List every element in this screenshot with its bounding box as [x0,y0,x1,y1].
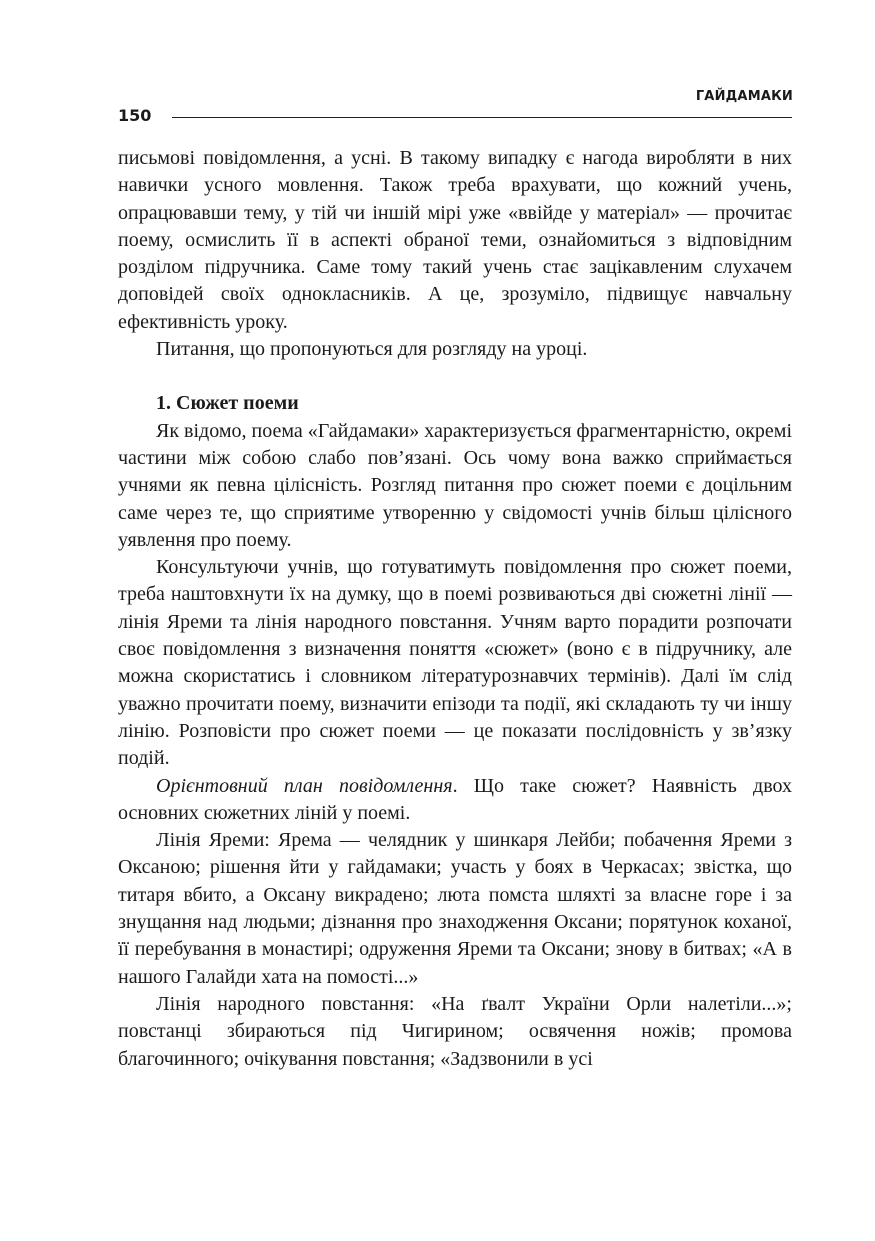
paragraph-questions-intro: Питання, що пропонуються для розгляду на уроці. [156,338,588,361]
plan-text: . Що таке сюжет? Наявність двох основних сюжетних ліній у поемі. [118,774,793,824]
page-number: 150 [118,106,152,125]
paragraph-fragmentarity: Як відомо, поема «Гайдамаки» характеризується фрагментарністю, окремі частини між собою слабо пов’язані. Ось чому вона важко сприймається учнями як певна цілісність. Розгляд питання про сюжет поеми є доцільним саме через те, що сприятиме утворенню у свідомості учнів більш цілісного уявлення про поему. [118,419,793,551]
section-heading-text: 1. Сюжет поеми [156,392,299,415]
plan-label: Орієнтовний план повідомлення [156,774,453,797]
page-body [118,145,792,1073]
paragraph-plan [118,773,792,828]
section-heading-plot [118,390,792,417]
paragraph-consulting: Консультуючи учнів, що готуватимуть повідомлення про сюжет поеми, треба наштовхнути їх на думку, що в поемі розвиваються дві сюжетні лінії — лінія Яреми та лінія народного повстання. Учням варто порадити розпочати своє повідомлення з визначення поняття «сюжет» (воно є в підручнику, але можна скористатись і словником літературознавчих термінів). Далі їм слід уважно прочитати поему, визначити епізоди та події, які складають ту чи іншу лінію. Розповісти про сюжет поеми — це показати послідовність у зв’язку подій. [118,556,792,770]
running-title: ГАЙДАМАКИ [695,89,793,104]
paragraph-continuation: письмові повідомлення, а усні. В такому випадку є нагода виробляти в них навички усного мовлення. Також треба врахувати, що кожний учень, опрацювавши тему, у тій чи іншій мірі уже «ввійде у матеріал» — прочитає поему, осмислить її в аспекті обраної теми, ознайомиться з відповідним розділом підручника. Саме тому такий учень стає зацікавленим слухачем доповідей своїх однокласників. А це, зрозуміло, підвищує навчальну ефективність уроку. [118,147,792,333]
header-rule [172,117,792,118]
paragraph-uprising-line: Лінія народного повстання: «На ґвалт України Орли налетіли...»; повстанці збираються під Чигирином; освячення ножів; промова благочинного; очікування повстання; «Задзвонили в усі [118,992,792,1070]
paragraph-yarema-line: Лінія Яреми: Ярема — челядник у шинкаря Лейби; побачення Яреми з Оксаною; рішення йти у гайдамаки; участь у боях в Черкасах; звістка, що титаря вбито, а Оксану викрадено; люта помста шляхті за власне горе і за знущання над людьми; дізнання про знаходження Оксани; порятунок коханої, її перебування в монастирі; одруження Яреми та Оксани; знову в битвах; «А в нашого Галайди хата на помості...» [118,829,792,988]
